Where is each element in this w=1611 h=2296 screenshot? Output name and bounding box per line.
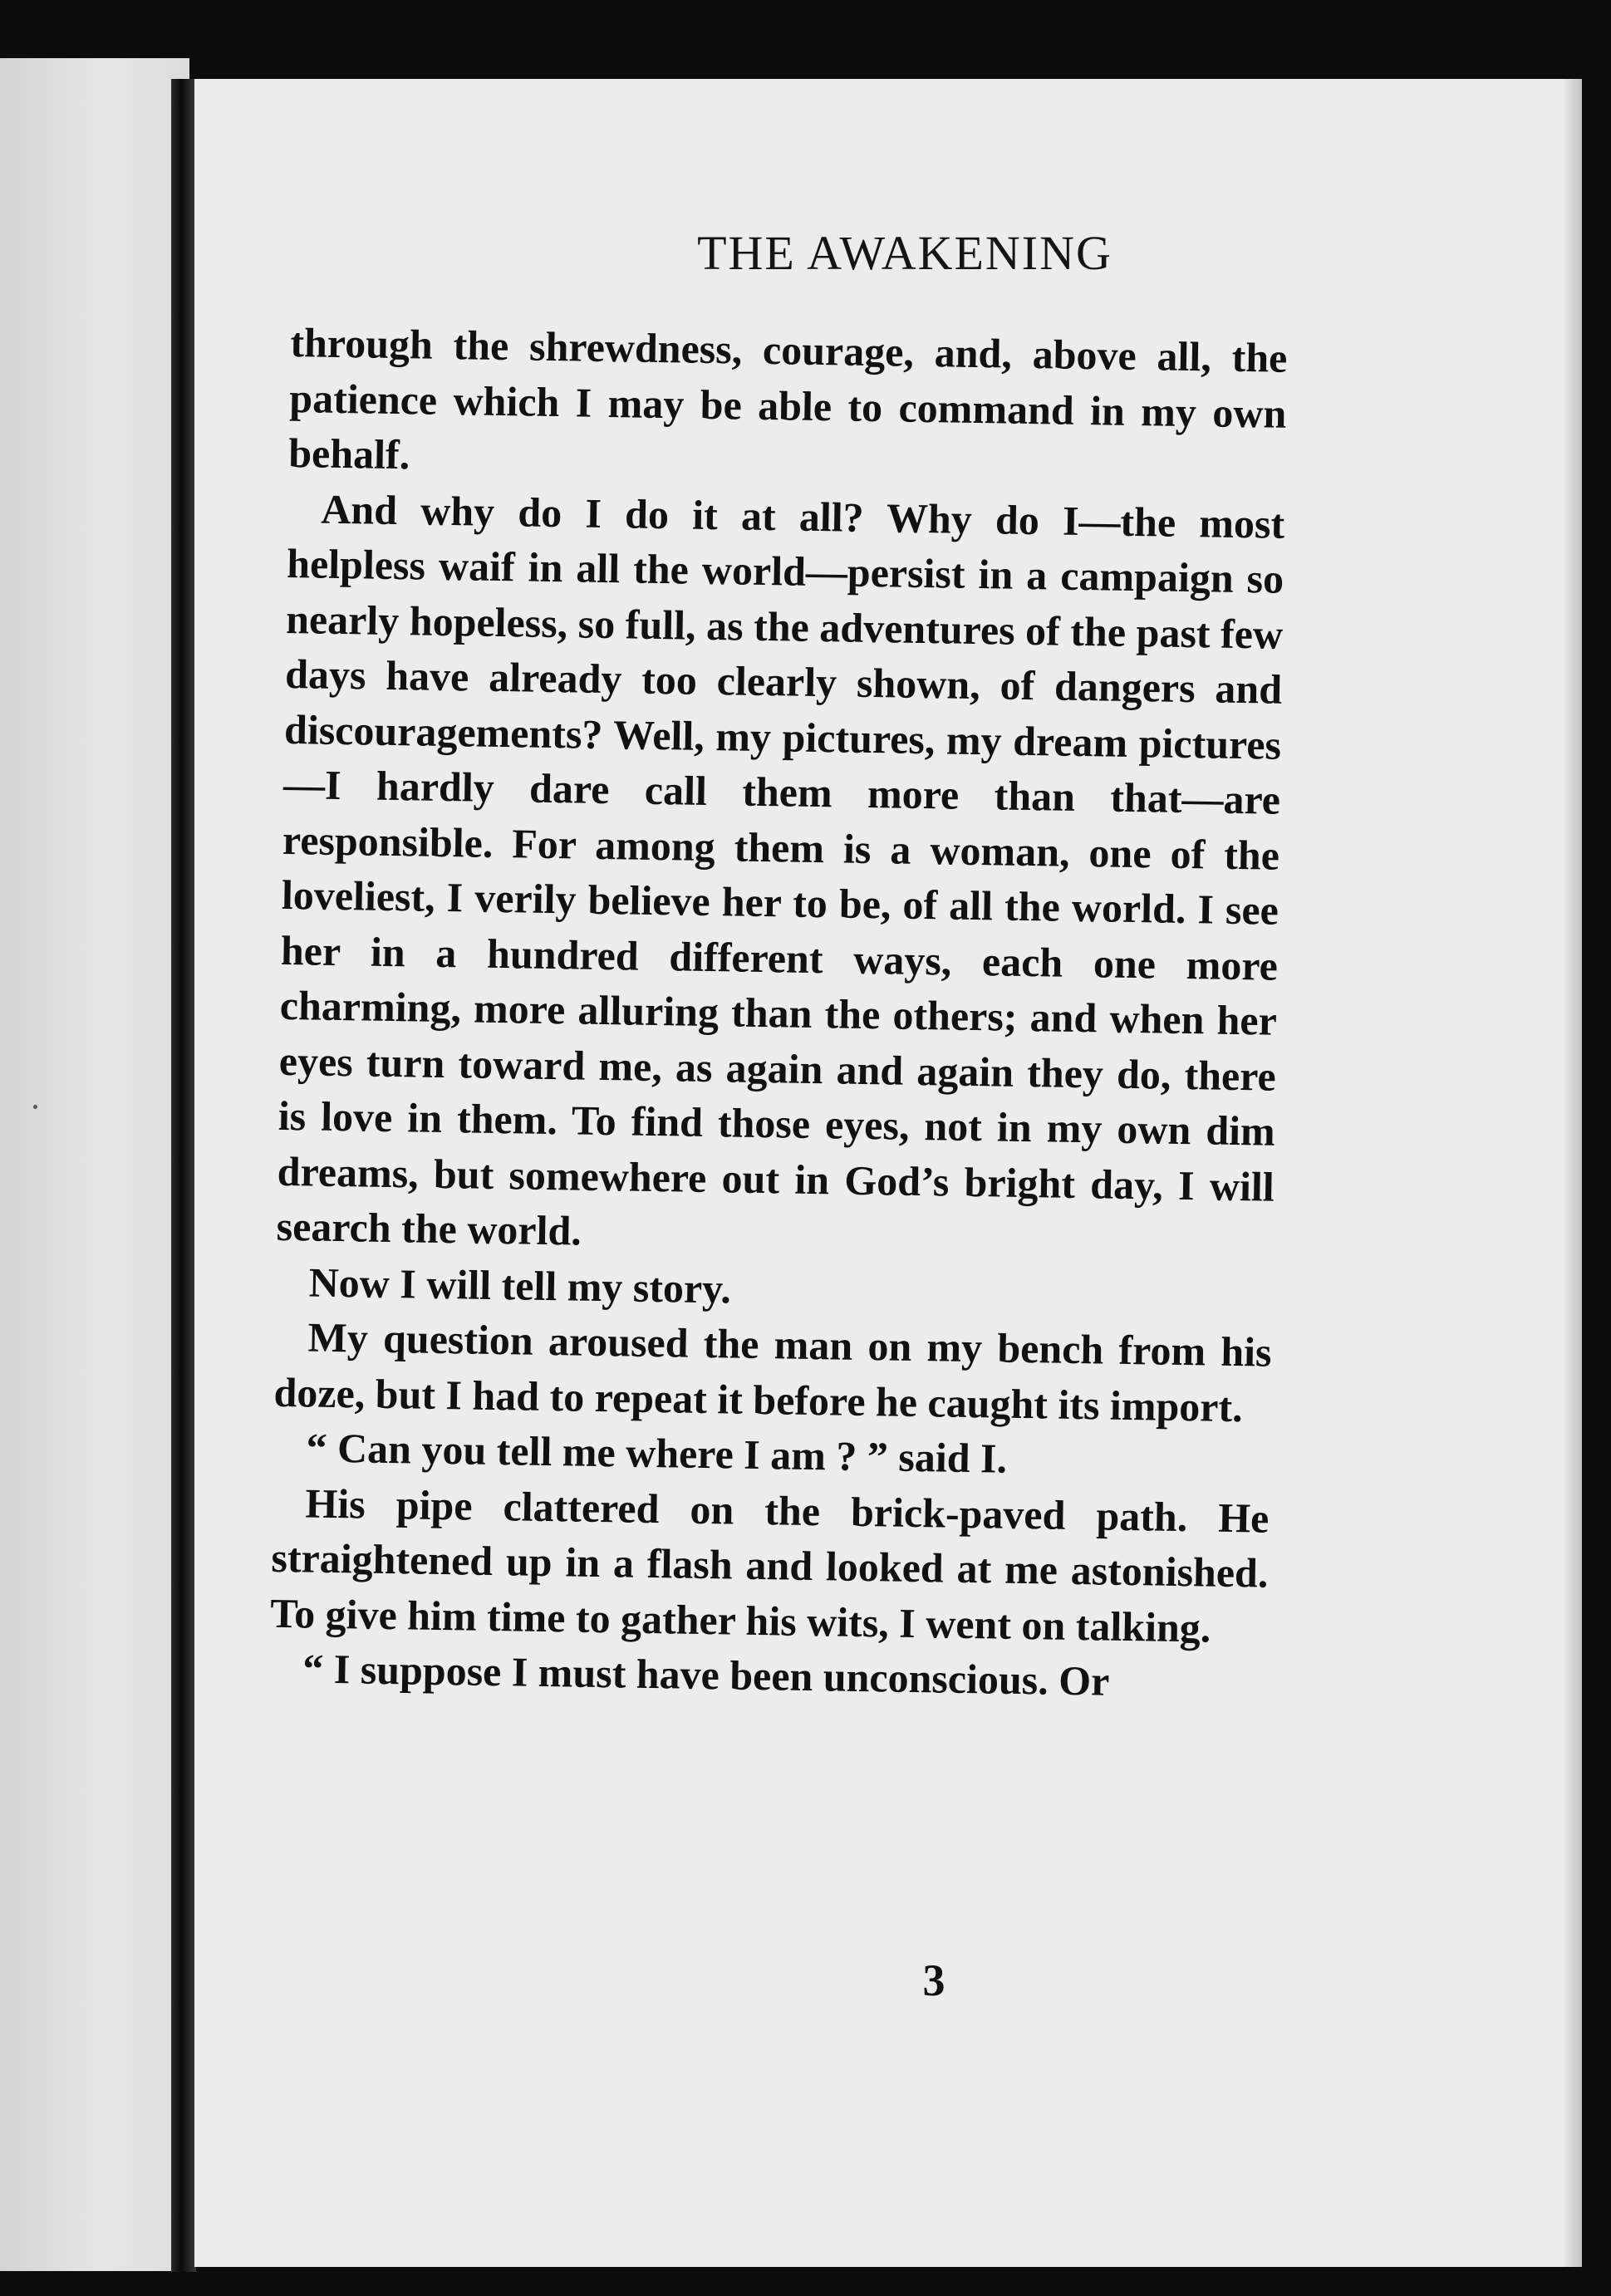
- body-text: [269, 315, 1288, 1711]
- book-gutter: [171, 79, 196, 2272]
- paragraph: Now I will tell my story.: [308, 1258, 732, 1312]
- facing-page-edge: [0, 58, 189, 2271]
- paper-speck: [33, 1105, 37, 1109]
- page-number: 3: [922, 1955, 945, 2005]
- paragraph: “ I suppose I must have been unconscious. Or: [302, 1645, 1110, 1705]
- paragraph: “ Can you tell me where I am ? ” said I.: [306, 1424, 1008, 1482]
- paragraph: And why do I do it at all? Why do I—the most helpless waif in all the world—persist in a campaign so nearly hopeless, so full, as the adventures of the past few days have already too clearly shown, of dangers and discouragements? Well, my pictures, my dream pictures—I hardly dare call them more than that—are responsible. For among them is a woman, one of the loveliest, I verily believe her to be, of all the world. I see her in a hundred different ways, each one more charming, more alluring than the others; and when her eyes turn toward me, as again and again they do, there is love in them. To find those eyes, not in my own dim dreams, but somewhere out in God’s bright day, I will search the world.: [276, 485, 1285, 1254]
- paragraph: through the shrewdness, courage, and, above all, the patience which I may be able to command in my own behalf.: [287, 318, 1288, 478]
- paragraph: My question aroused the man on my bench from his doze, but I had to repeat it before he caught its import.: [273, 1313, 1272, 1430]
- paragraph: His pipe clattered on the brick-paved path. He straightened up in a flash and looked at me astonished. To give him time to gather his wits, I went on talking.: [270, 1479, 1270, 1651]
- page-edge-shadow: [1562, 79, 1582, 2267]
- book-page: [194, 79, 1582, 2267]
- running-head: THE AWAKENING: [697, 226, 1112, 280]
